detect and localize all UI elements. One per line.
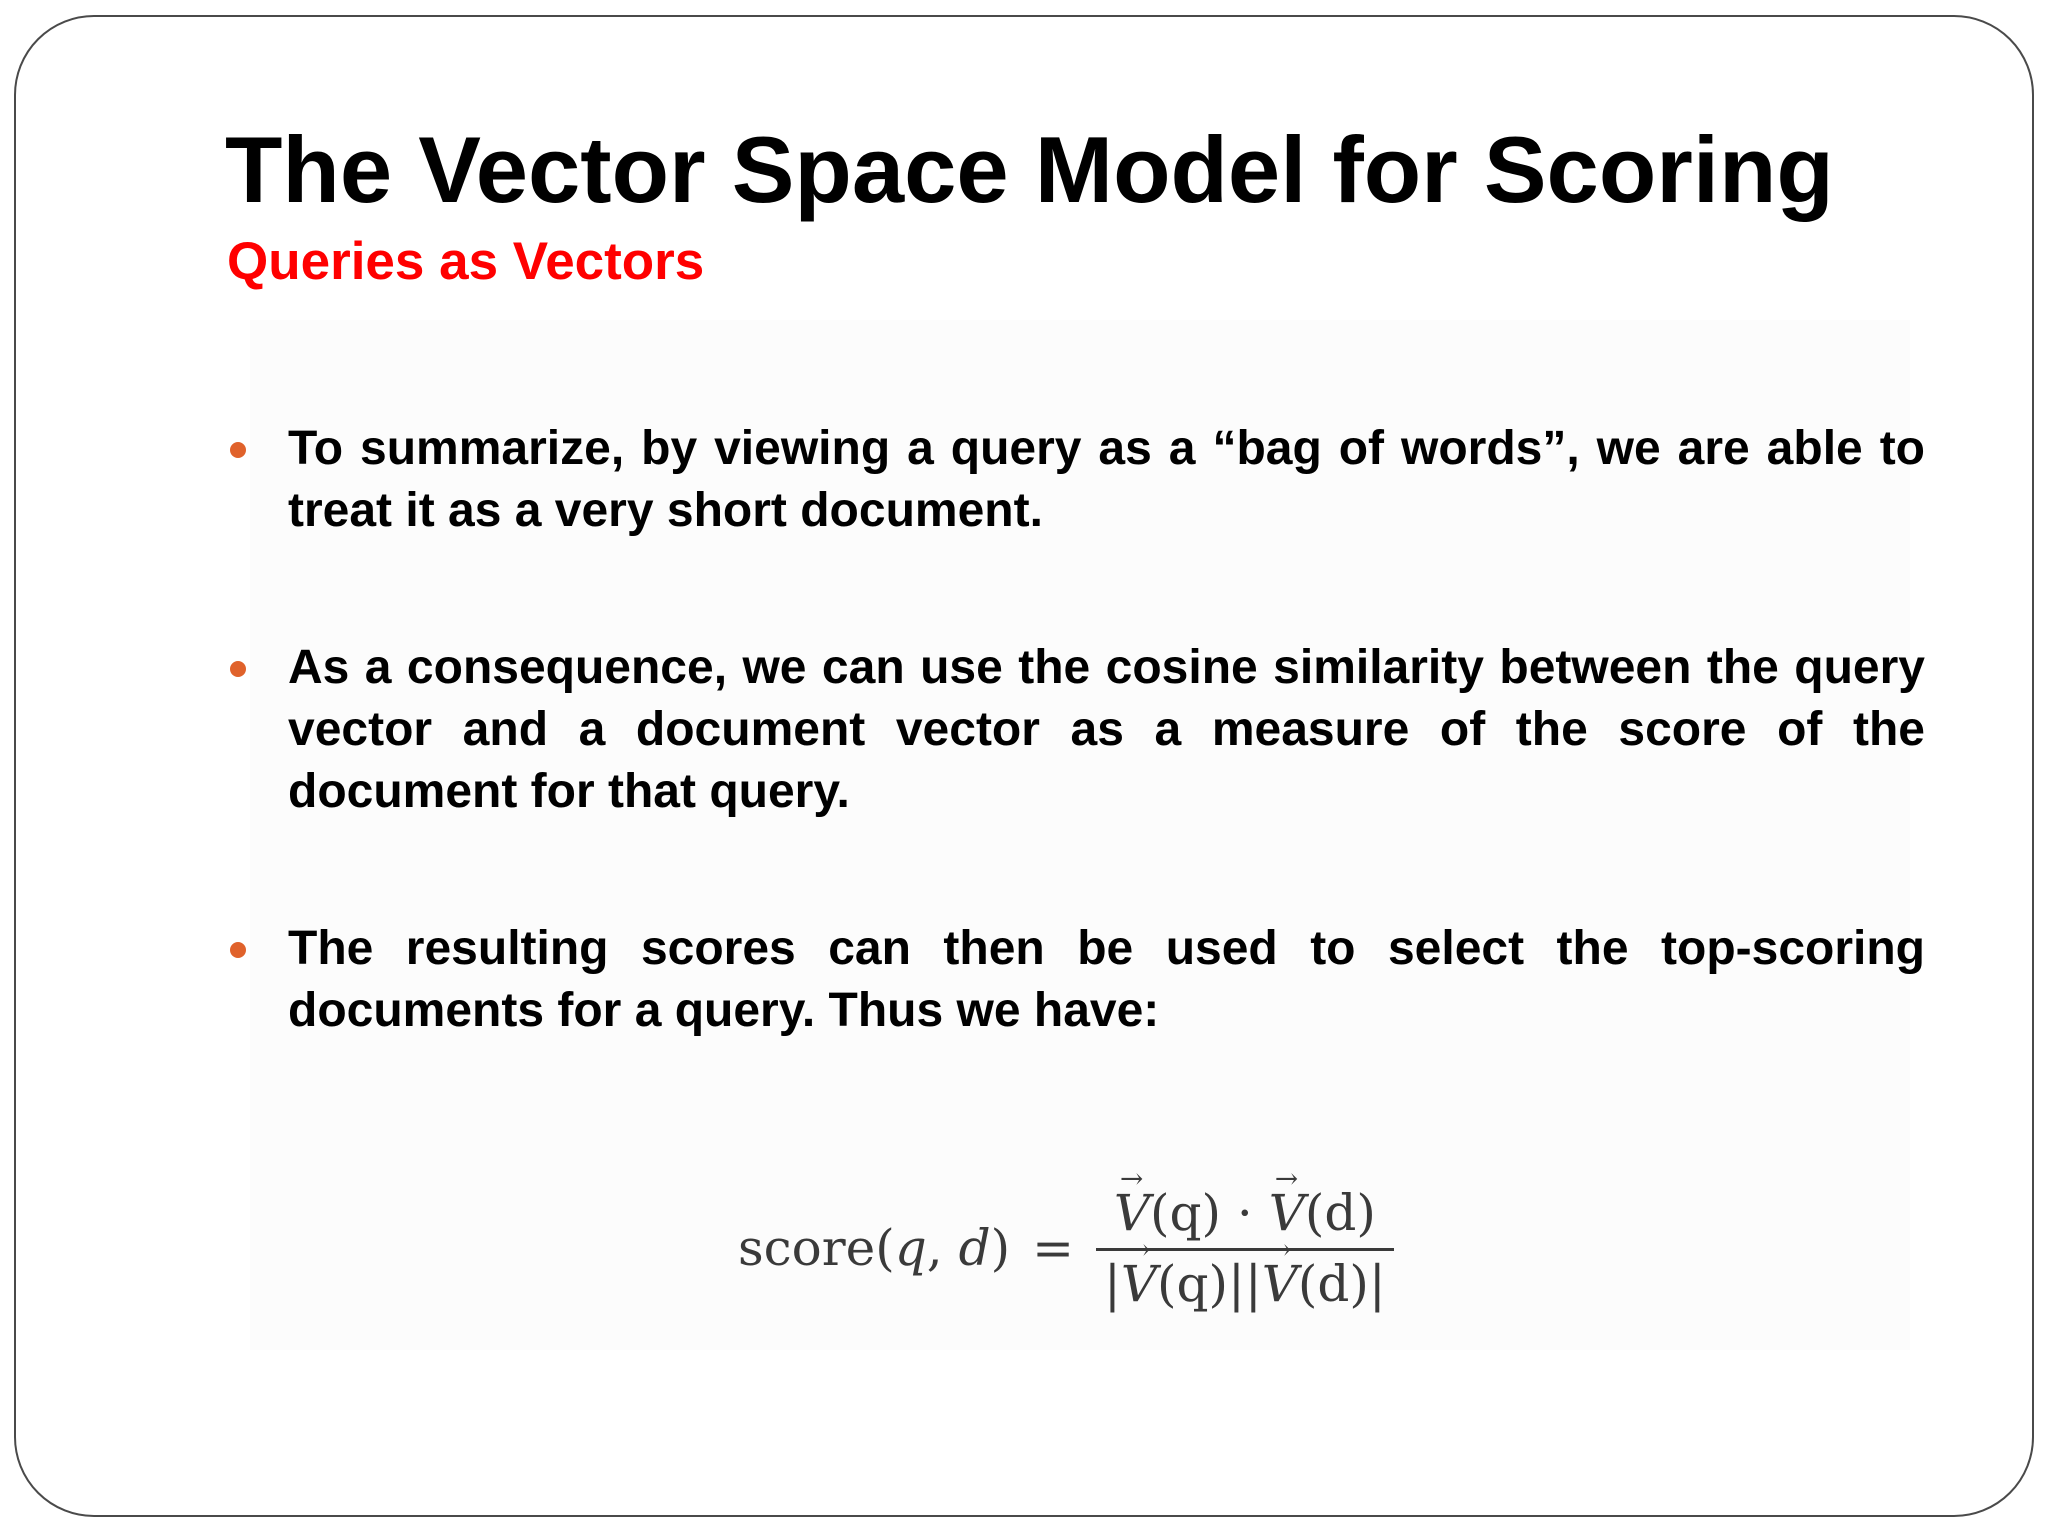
formula-denominator: |→ V(q)||→ V(d)| <box>1096 1255 1394 1313</box>
vector-v: → V <box>1262 1255 1298 1313</box>
formula-arg: (q) <box>1157 1254 1229 1313</box>
vector-v: → V <box>1121 1255 1157 1313</box>
bullet-marker <box>230 442 246 458</box>
bullet-text: As a consequence, we can use the cosine similarity between the query vector and a document vector as a measure of the score of the document for that query. <box>288 641 1925 818</box>
formula-paren: ) <box>990 1219 1011 1277</box>
formula-fraction <box>1096 1184 1394 1313</box>
formula-function-name: score <box>738 1219 876 1277</box>
formula-arg: (d) <box>1297 1254 1369 1313</box>
formula-comma: , <box>926 1219 959 1277</box>
formula-arg: (d) <box>1304 1183 1376 1242</box>
formula-var-d: d <box>958 1219 991 1277</box>
bullet-marker <box>230 942 246 958</box>
formula-lhs <box>738 1219 1010 1277</box>
formula-arg: (q) <box>1150 1183 1222 1242</box>
bullet-text: The resulting scores can then be used to select the top-scoring documents for a query. Thus we have: <box>288 922 1925 1037</box>
slide-title: The Vector Space Model for Scoring <box>225 117 1834 222</box>
slide-subtitle: Queries as Vectors <box>227 232 705 291</box>
bullet-text: To summarize, by viewing a query as a “bag of words”, we are able to treat it as a very short document. <box>288 422 1925 537</box>
formula-paren: ( <box>875 1219 895 1277</box>
cosine-score-formula <box>738 1168 1394 1328</box>
formula-equals: = <box>1032 1219 1075 1277</box>
formula-dot: · <box>1221 1183 1269 1242</box>
vector-v: → V <box>1114 1184 1150 1242</box>
formula-var-q: q <box>894 1219 927 1277</box>
bullet-marker <box>230 661 246 677</box>
vector-v: → V <box>1269 1184 1305 1242</box>
